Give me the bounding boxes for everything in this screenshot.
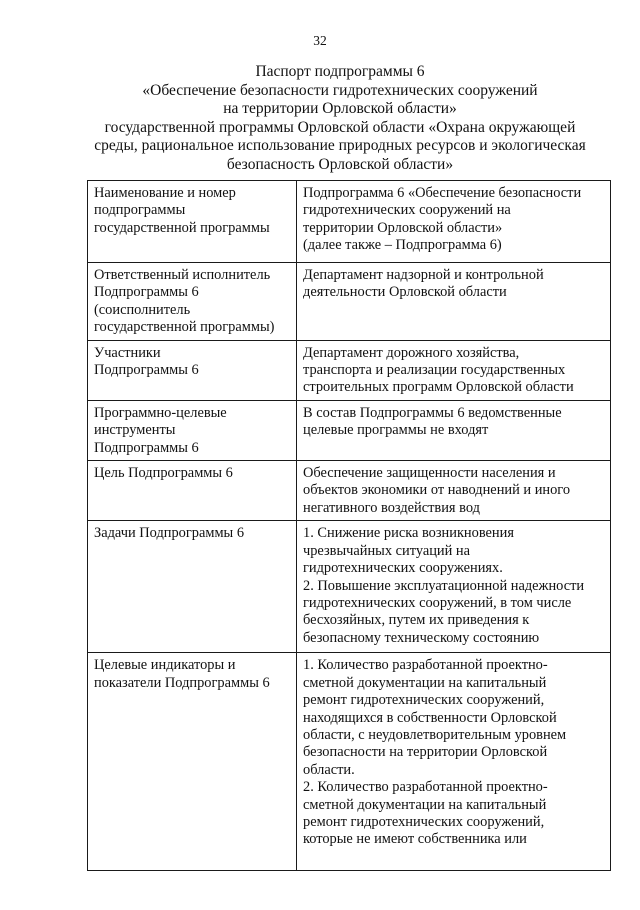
value-line: области, с неудовлетворительным уровнем [303, 726, 567, 743]
value-line: Подпрограмма 6 «Обеспечение безопасности [303, 185, 582, 201]
value-line: ремонт гидротехнических сооружений, [303, 692, 545, 709]
label-line: Подпрограммы 6 [94, 439, 199, 456]
table-row [88, 653, 611, 871]
table-row [88, 340, 611, 400]
row-value [297, 340, 611, 400]
value-line: строительных программ Орловской области [303, 379, 574, 396]
row-value [297, 400, 611, 460]
title-line: безопасность Орловской области» [226, 155, 454, 173]
value-line: гидротехнических сооружений на [303, 202, 511, 219]
table-row [88, 400, 611, 460]
row-label [88, 521, 297, 653]
row-value [297, 263, 611, 341]
passport-table [87, 180, 611, 871]
row-label [88, 263, 297, 341]
value-line: (далее также – Подпрограмма 6) [303, 237, 502, 254]
label-line: Подпрограммы 6 [94, 362, 199, 379]
row-label [88, 340, 297, 400]
label-line: Наименование и номер [94, 185, 236, 201]
value-line: области. [303, 761, 355, 778]
row-label [88, 653, 297, 871]
value-line: бесхозяйных, путем их приведения к [303, 612, 530, 629]
value-line: сметной документации на капитальный [303, 674, 547, 691]
document-title [60, 63, 620, 174]
label-line: Целевые индикаторы и [94, 657, 236, 674]
row-value [297, 521, 611, 653]
value-line: Департамент надзорной и контрольной [303, 267, 544, 283]
value-line: гидротехнических сооружений, в том числе [303, 594, 572, 611]
value-line: безопасному техническому состоянию [303, 629, 540, 646]
title-line: государственной программы Орловской области «Охрана окружающей [104, 118, 576, 136]
value-line: транспорта и реализации государственных [303, 362, 566, 379]
label-line: инструменты [94, 422, 176, 439]
label-line: подпрограммы [94, 202, 186, 219]
label-line: показатели Подпрограммы 6 [94, 674, 270, 691]
value-line: Департамент дорожного хозяйства, [303, 344, 520, 361]
value-line: объектов экономики от наводнений и иного [303, 482, 571, 499]
row-value [297, 653, 611, 871]
row-value [297, 461, 611, 521]
page-number: 32 [313, 33, 327, 48]
value-line: территории Орловской области» [303, 219, 503, 236]
table-row [88, 263, 611, 341]
value-line: 2. Количество разработанной проектно- [303, 779, 548, 796]
label-line: Программно-целевые [94, 404, 227, 421]
value-line: ремонт гидротехнических сооружений, [303, 813, 545, 830]
value-line: гидротехнических сооружениях. [303, 560, 503, 577]
label-line: Задачи Подпрограммы 6 [94, 525, 245, 542]
value-line: Обеспечение защищенности населения и [303, 465, 556, 482]
table-row [88, 521, 611, 653]
title-line: среды, рациональное использование природных ресурсов и экологическая [94, 137, 586, 154]
value-line: 1. Снижение риска возникновения [303, 525, 514, 542]
row-label [88, 181, 297, 263]
value-line: 2. Повышение эксплуатационной надежности [303, 577, 585, 594]
value-line: сметной документации на капитальный [303, 796, 547, 813]
value-line: чрезвычайных ситуаций на [303, 542, 471, 559]
label-line: Подпрограммы 6 [94, 284, 199, 301]
value-line: 1. Количество разработанной проектно- [303, 657, 548, 674]
value-line: находящихся в собственности Орловской [303, 709, 557, 726]
label-line: государственной программы [94, 219, 270, 236]
title-line: Паспорт подпрограммы 6 [255, 63, 425, 80]
label-line: Участники [94, 344, 161, 361]
label-line: Ответственный исполнитель [94, 267, 271, 283]
value-line: которые не имеют собственника или [303, 831, 527, 848]
value-line: целевые программы не входят [303, 422, 489, 439]
table-row [88, 461, 611, 521]
label-line: (соисполнитель [94, 301, 191, 318]
value-line: деятельности Орловской области [303, 284, 507, 301]
label-line: государственной программы) [94, 319, 275, 336]
table-row [88, 181, 611, 263]
value-line: В состав Подпрограммы 6 ведомственные [303, 404, 562, 421]
row-value [297, 181, 611, 263]
value-line: негативного воздействия вод [303, 499, 480, 516]
title-line: на территории Орловской области» [223, 100, 457, 117]
value-line: безопасности на территории Орловской [303, 744, 548, 761]
row-label [88, 461, 297, 521]
title-line: «Обеспечение безопасности гидротехнических сооружений [142, 81, 538, 99]
label-line: Цель Подпрограммы 6 [94, 465, 233, 482]
row-label [88, 400, 297, 460]
